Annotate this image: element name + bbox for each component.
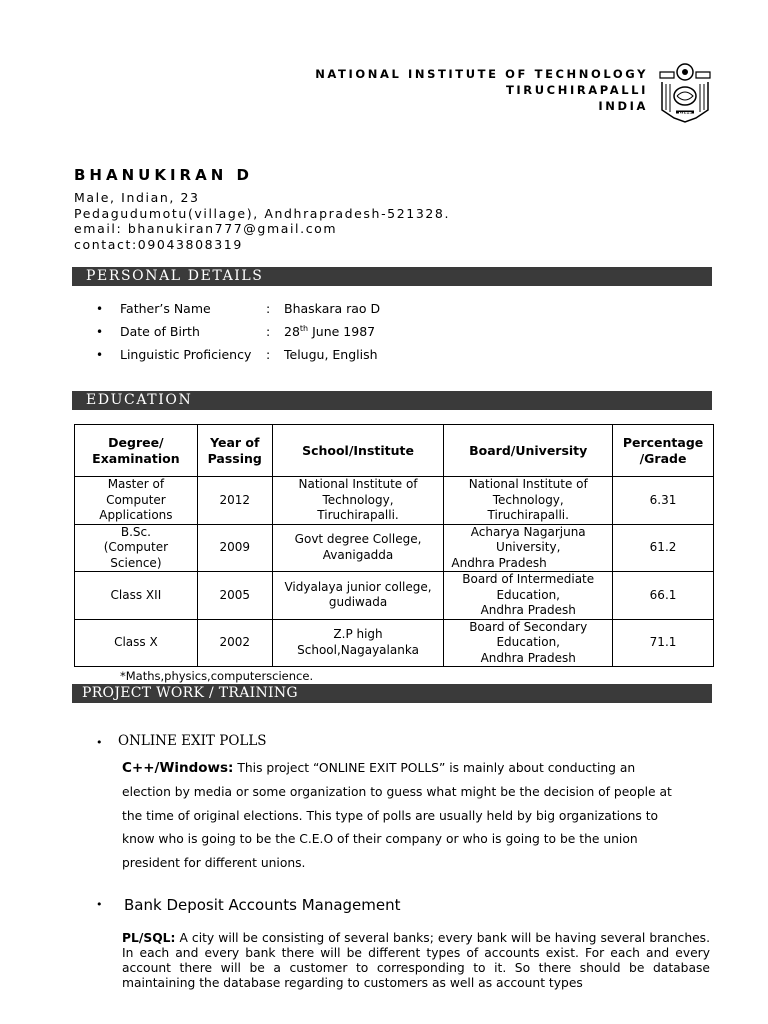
- project-tech: PL/SQL:: [122, 931, 176, 945]
- cell-grade: 71.1: [613, 619, 714, 667]
- project-title-exit-polls: ONLINE EXIT POLLS: [118, 733, 267, 749]
- candidate-contact: contact:09043808319: [74, 236, 243, 252]
- cell-board: National Institute of Technology, Tiruchirapalli.: [444, 477, 613, 525]
- candidate-name: BHANUKIRAN D: [74, 166, 253, 184]
- bullet-icon: •: [96, 736, 103, 749]
- table-row: [75, 524, 714, 572]
- cell-school: Vidyalaya junior college, gudiwada: [272, 572, 444, 620]
- personal-colon: :: [266, 347, 271, 362]
- cell-year: 2005: [197, 572, 272, 620]
- cell-year: 2002: [197, 619, 272, 667]
- candidate-profile: Male, Indian, 23: [74, 190, 200, 205]
- cell-board: Acharya Nagarjuna University, Andhra Pradesh: [444, 524, 613, 572]
- institute-name-line3: INDIA: [598, 99, 648, 113]
- project-tech: C++/Windows:: [122, 760, 234, 776]
- personal-label: Father’s Name: [120, 301, 211, 316]
- header-degree: Degree/ Examination: [75, 425, 198, 477]
- personal-value: Telugu, English: [284, 347, 378, 362]
- bullet-icon: •: [96, 898, 103, 911]
- table-row: [75, 619, 714, 667]
- project-description-bank: PL/SQL: A city will be consisting of several banks; every bank will be having several branches. In each and every bank there will be different types of accounts exist. For each and every account there will be a customer to corresponding to it. So there should be database maintaining the database regarding to customers as well as account types: [122, 931, 710, 990]
- cell-degree: Class X: [75, 619, 198, 667]
- cell-grade: 66.1: [613, 572, 714, 620]
- personal-label: Date of Birth: [120, 324, 200, 339]
- table-header-row: [75, 425, 714, 477]
- institute-logo: [656, 60, 714, 124]
- section-header-personal: PERSONAL DETAILS: [72, 267, 712, 286]
- education-table: [74, 424, 714, 667]
- header-year: Year of Passing: [197, 425, 272, 477]
- section-header-education: EDUCATION: [72, 391, 712, 410]
- cell-year: 2012: [197, 477, 272, 525]
- candidate-address: Pedagudumotu(village), Andhrapradesh-521328.: [74, 205, 451, 221]
- project-title-bank: Bank Deposit Accounts Management: [124, 896, 401, 914]
- header-school: School/Institute: [272, 425, 444, 477]
- cell-degree: Class XII: [75, 572, 198, 620]
- cell-grade: 61.2: [613, 524, 714, 572]
- personal-value: Bhaskara rao D: [284, 301, 381, 316]
- education-footnote: *Maths,physics,computerscience.: [120, 669, 314, 683]
- cell-year: 2009: [197, 524, 272, 572]
- personal-colon: :: [266, 324, 271, 339]
- cell-grade: 6.31: [613, 477, 714, 525]
- cell-school: Govt degree College, Avanigadda: [272, 524, 444, 572]
- section-header-project: PROJECT WORK / TRAINING: [72, 684, 712, 703]
- institute-name-line2: TIRUCHIRAPALLI: [505, 83, 648, 97]
- personal-colon: :: [266, 301, 271, 316]
- header-board: Board/University: [444, 425, 613, 477]
- cell-board: Board of Intermediate Education, Andhra Pradesh: [444, 572, 613, 620]
- personal-value: 28th June 1987: [284, 323, 376, 339]
- table-row: [75, 572, 714, 620]
- table-row: [75, 477, 714, 525]
- personal-label: Linguistic Proficiency: [120, 347, 252, 362]
- svg-text:NITT: NITT: [678, 112, 692, 118]
- bullet-icon: •: [96, 348, 104, 362]
- institute-name-line1: NATIONAL INSTITUTE OF TECHNOLOGY: [315, 67, 648, 81]
- cell-school: National Institute of Technology, Tiruchirapalli.: [272, 477, 444, 525]
- cell-school: Z.P high School,Nagayalanka: [272, 619, 444, 667]
- cell-degree: B.Sc. (Computer Science): [75, 524, 198, 572]
- cell-degree: Master of Computer Applications: [75, 477, 198, 525]
- header-grade: Percentage /Grade: [613, 425, 714, 477]
- project-description-exit-polls: C++/Windows: This project “ONLINE EXIT POLLS” is mainly about conducting an election by media or some organization to guess what might be the decision of people at the time of original elections. This type of polls are usually held by big organizations to know who is going to be the C.E.O of their company or who is going to be the union president for different unions.: [122, 760, 672, 871]
- bullet-icon: •: [96, 325, 104, 339]
- cell-board: Board of Secondary Education, Andhra Pradesh: [444, 619, 613, 667]
- bullet-icon: •: [96, 302, 104, 316]
- candidate-email: email: bhanukiran777@gmail.com: [74, 221, 338, 236]
